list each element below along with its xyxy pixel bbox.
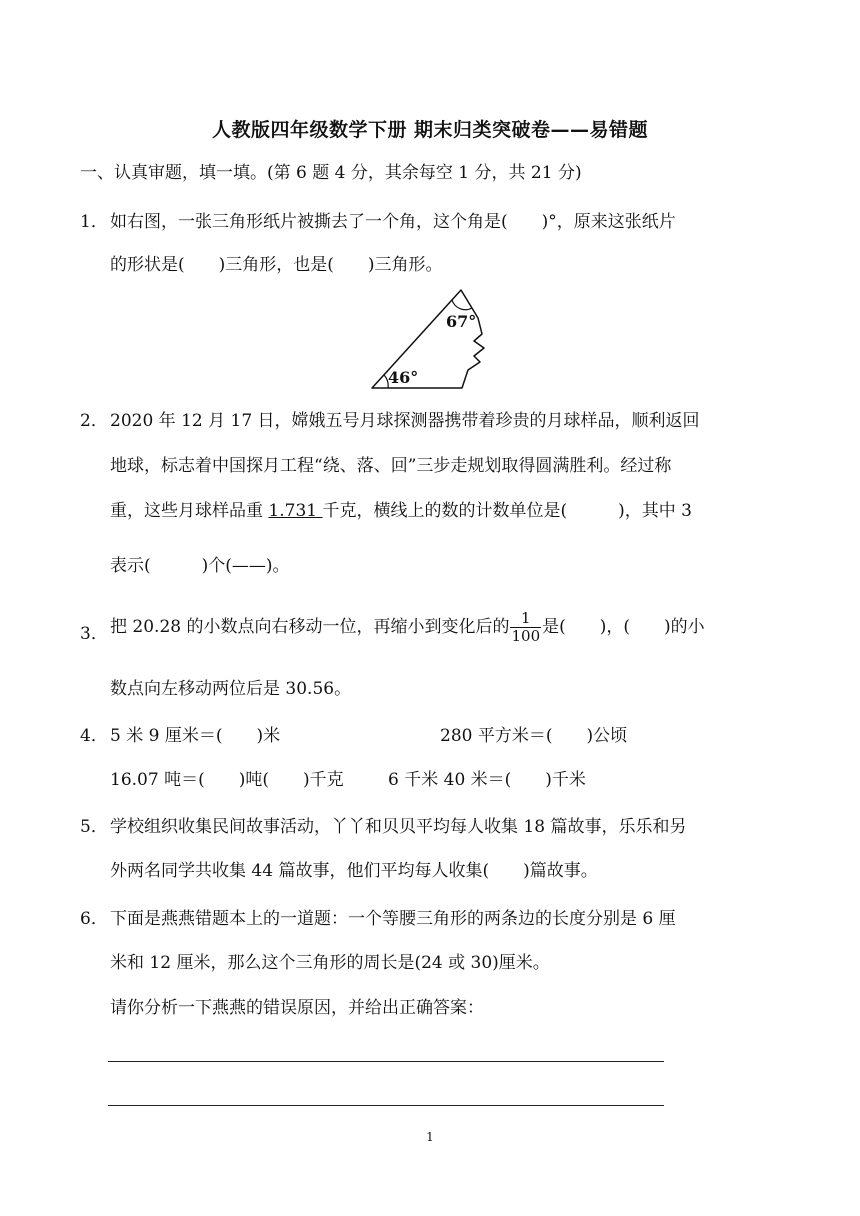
question-3-number: 3． (80, 624, 108, 644)
question-1-number: 1． (80, 212, 108, 232)
question-3-line-1-end: 是( )，( )的小 (542, 617, 705, 637)
underlined-number: 1.731 (268, 501, 323, 521)
question-4-item-d: 6 千米 40 米＝( )千米 (388, 770, 586, 790)
angle-label-bottom: 46° (388, 368, 419, 387)
answer-line-1 (108, 1061, 664, 1062)
question-2-line-1: 2020 年 12 月 17 日，嫦娥五号月球探测器携带着珍贵的月球样品，顺利返回 (110, 411, 700, 431)
question-2-number: 2． (80, 411, 108, 431)
fraction-one-hundredth (510, 610, 541, 645)
question-1-line-2: 的形状是( )三角形，也是( )三角形。 (110, 255, 443, 275)
question-6-number: 6． (80, 909, 108, 929)
page-number: 1 (426, 1130, 434, 1144)
question-2-line-4: 表示( )个(——)。 (110, 556, 290, 576)
section-heading: 一、认真审题，填一填。(第 6 题 4 分，其余每空 1 分，共 21 分) (80, 163, 582, 183)
question-3-line-2: 数点向左移动两位后是 30.56。 (110, 679, 352, 699)
fraction-denominator: 100 (511, 627, 541, 645)
question-5-number: 5． (80, 817, 108, 837)
question-4-item-a: 5 米 9 厘米＝( )米 (110, 726, 281, 746)
page-title: 人教版四年级数学下册 期末归类突破卷——易错题 (211, 119, 649, 141)
question-3-line-1-start: 把 20.28 的小数点向右移动一位，再缩小到变化后的 (110, 617, 510, 637)
question-2-line-2: 地球，标志着中国探月工程“绕、落、回”三步走规划取得圆满胜利。经过称 (110, 456, 672, 476)
question-4-number: 4． (80, 726, 108, 746)
question-6-line-2: 米和 12 厘米，那么这个三角形的周长是(24 或 30)厘米。 (110, 953, 550, 973)
question-6-line-3: 请你分析一下燕燕的错误原因，并给出正确答案： (110, 998, 484, 1018)
question-5-line-1: 学校组织收集民间故事活动，丫丫和贝贝平均每人收集 18 篇故事，乐乐和另 (110, 817, 687, 837)
answer-line-2 (108, 1105, 664, 1106)
question-2-line-3-start: 重，这些月球样品重 (110, 501, 269, 521)
question-6-line-1: 下面是燕燕错题本上的一道题：一个等腰三角形的两条边的长度分别是 6 厘 (110, 909, 676, 929)
question-5-line-2: 外两名同学共收集 44 篇故事，他们平均每人收集( )篇故事。 (110, 861, 598, 881)
torn-triangle-figure (360, 282, 500, 394)
question-2-line-3 (110, 501, 692, 521)
question-3-line-1 (110, 610, 705, 645)
angle-label-top: 67° (446, 312, 477, 331)
fraction-numerator: 1 (521, 609, 531, 627)
question-4-item-c: 16.07 吨＝( )吨( )千克 (110, 770, 344, 790)
question-4-item-b: 280 平方米＝( )公顷 (440, 726, 628, 746)
question-1-line-1: 如右图，一张三角形纸片被撕去了一个角，这个角是( )°，原来这张纸片 (110, 212, 676, 232)
question-2-line-3-end: 千克，横线上的数的计数单位是( )，其中 3 (322, 501, 692, 521)
